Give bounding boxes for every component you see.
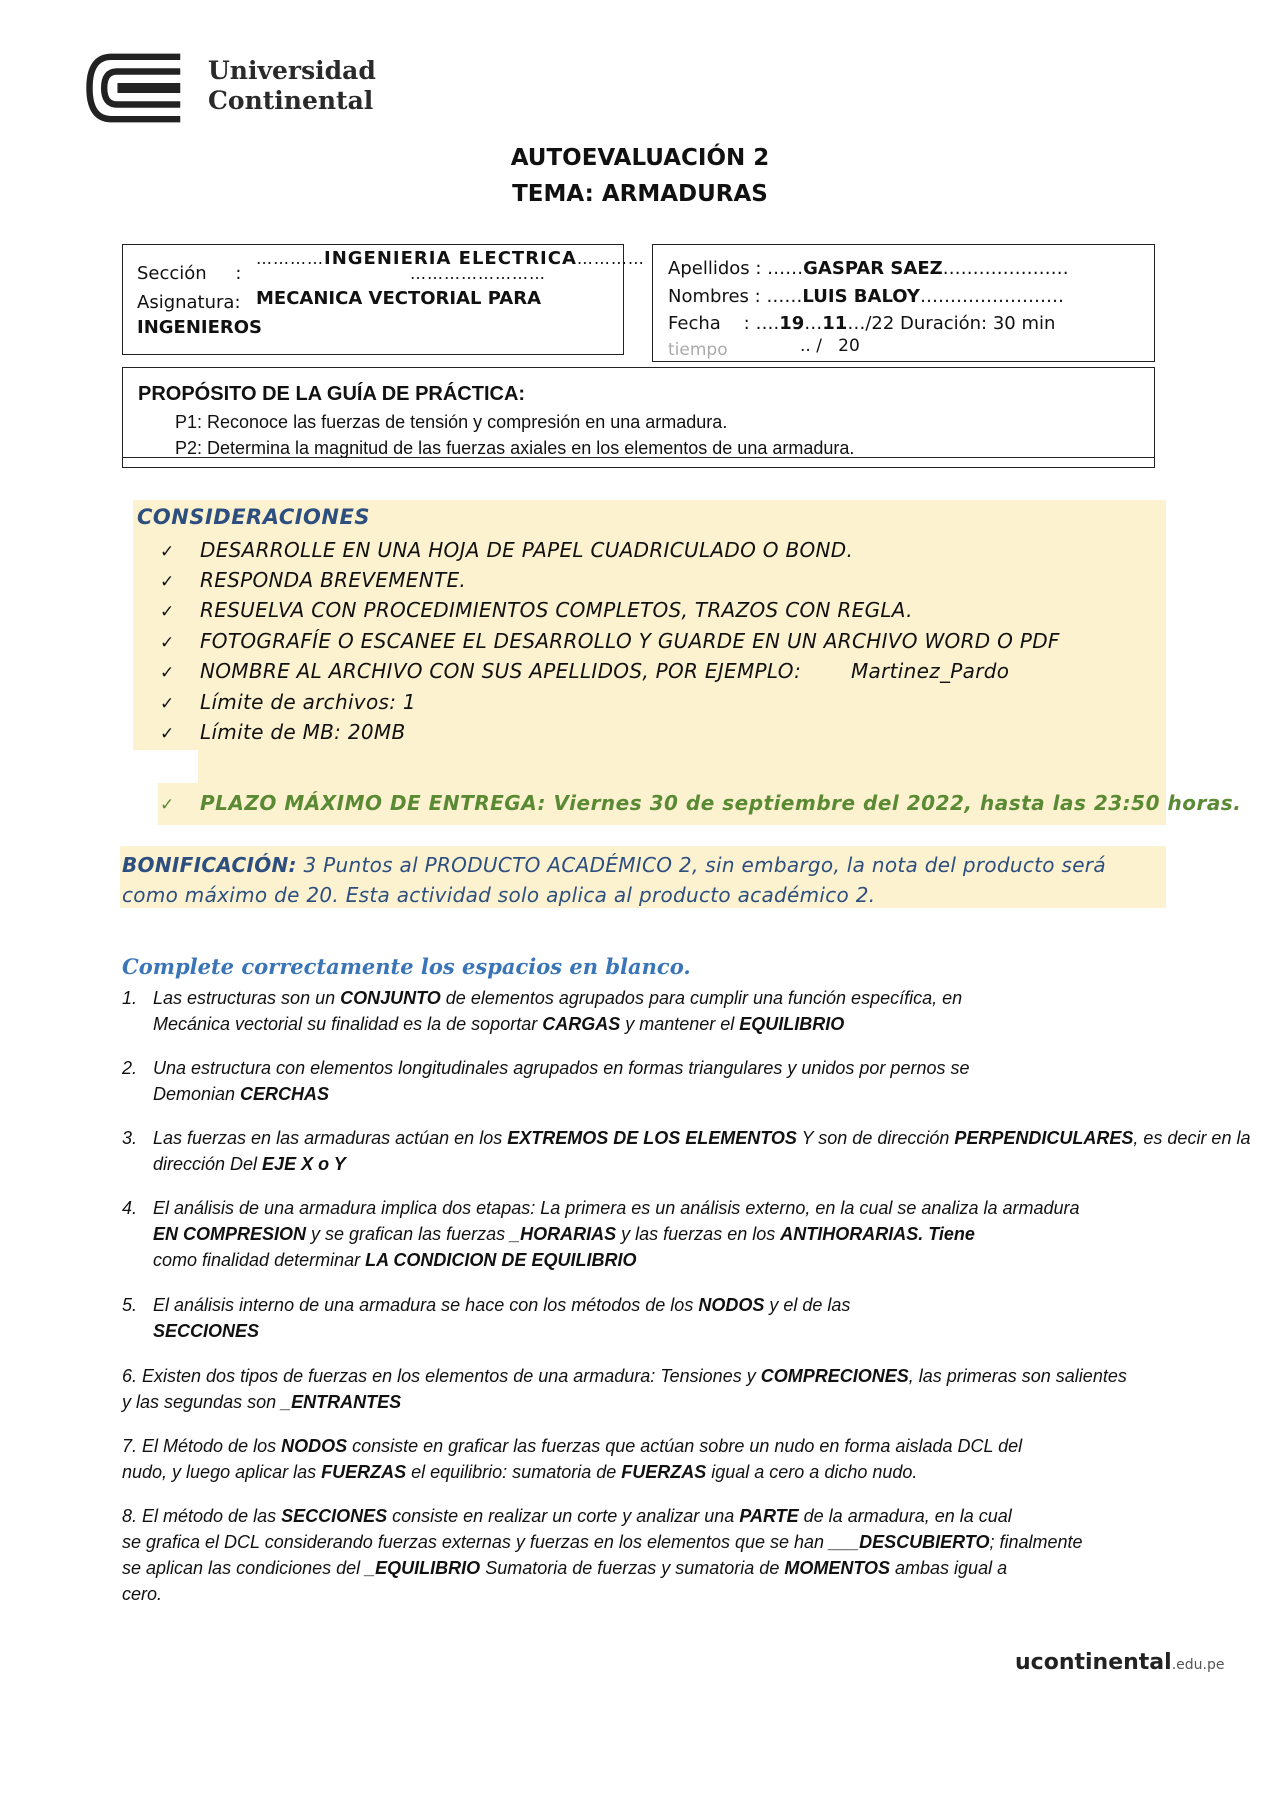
duracion: Duración: 30 min bbox=[900, 313, 1056, 334]
consideration-item: ✓ DESARROLLE EN UNA HOJA DE PAPEL CUADRICULADO O BOND. bbox=[160, 538, 854, 562]
bonus-line-1: BONIFICACIÓN: 3 Puntos al PRODUCTO ACADÉMICO 2, sin embargo, la nota del producto será bbox=[122, 853, 1106, 877]
purpose-p2: P2: Determina la magnitud de las fuerzas axiales en los elementos de una armadura. bbox=[175, 438, 855, 458]
question-4: 4. El análisis de una armadura implica dos etapas: La primera es un análisis externo, en la cual se analiza la armadura EN COMPRESION y se grafican las fuerzas _HORARIAS y las fuerzas en los ANTIHORARIAS. Tiene como finalidad determinar LA CONDICION DE EQUILIBRIO bbox=[122, 1198, 1080, 1270]
question-5: 5. El análisis interno de una armadura se hace con los métodos de los NODOS y el de las SECCIONES bbox=[122, 1295, 851, 1341]
seccion-dots: …………………… bbox=[410, 264, 546, 283]
considerations-heading: CONSIDERACIONES bbox=[137, 505, 370, 529]
check-icon: ✓ bbox=[160, 795, 175, 815]
consideration-item: ✓ Límite de MB: 20MB bbox=[160, 720, 406, 744]
check-icon: ✓ bbox=[160, 633, 175, 653]
page-title: AUTOEVALUACIÓN 2 bbox=[510, 145, 770, 171]
example-filename: Martinez_Pardo bbox=[851, 659, 1010, 683]
consideration-item: ✓ RESPONDA BREVEMENTE. bbox=[160, 568, 467, 592]
university-logo-icon bbox=[84, 48, 194, 128]
consideration-item: ✓ Límite de archivos: 1 bbox=[160, 690, 416, 714]
tiempo-label: tiempo bbox=[668, 340, 728, 360]
question-7: 7. El Método de los NODOS consiste en graficar las fuerzas que actúan sobre un nudo en forma aislada DCL del nudo, y luego aplicar las FUERZAS el equilibrio: sumatoria de FUERZAS igual a cero a dicho nudo. bbox=[122, 1436, 1023, 1482]
deadline-text: PLAZO MÁXIMO DE ENTREGA: Viernes 30 de septiembre del 2022, hasta las 23:50 horas. bbox=[200, 791, 1242, 815]
seccion-value: INGENIERIA ELECTRICA bbox=[324, 248, 577, 269]
consideration-item: ✓ RESUELVA CON PROCEDIMIENTOS COMPLETOS, TRAZOS CON REGLA. bbox=[160, 598, 913, 622]
bonus-label: BONIFICACIÓN: bbox=[122, 853, 297, 877]
check-icon: ✓ bbox=[160, 724, 175, 744]
check-icon: ✓ bbox=[160, 663, 175, 683]
apellidos-value: GASPAR SAEZ bbox=[803, 258, 943, 279]
check-icon: ✓ bbox=[160, 602, 175, 622]
question-2: 2. Una estructura con elementos longitudinales agrupados en formas triangulares y unidos por pernos se Demonian CERCHAS bbox=[122, 1058, 970, 1104]
question-8: 8. El método de las SECCIONES consiste en realizar un corte y analizar una PARTE de la armadura, en la cual se grafica el DCL considerando fuerzas externas y fuerzas en los elementos que se han ___DESCUBIERTO; finalmente se aplican las condiciones del _EQUILIBRIO Sumatoria de fuerzas y sumatoria de MOMENTOS ambas igual a cero. bbox=[122, 1506, 1083, 1604]
asignatura-value-2: INGENIEROS bbox=[137, 317, 263, 338]
footer-brand: ucontinental.edu.pe bbox=[1015, 1650, 1225, 1675]
nombres-label: Nombres : ……LUIS BALOY…………………… bbox=[668, 286, 1064, 307]
bg-gap bbox=[158, 750, 198, 783]
page-subtitle: TEMA: ARMADURAS bbox=[512, 181, 768, 207]
check-icon: ✓ bbox=[160, 572, 175, 592]
question-6: 6. Existen dos tipos de fuerzas en los elementos de una armadura: Tensiones y COMPRECIONES, las primeras son salientes y las segundas son _ENTRANTES bbox=[122, 1366, 1127, 1412]
questions-heading: Complete correctamente los espacios en blanco. bbox=[122, 954, 691, 979]
fecha-year-line: .. / 20 bbox=[800, 336, 860, 356]
consideration-item: ✓ NOMBRE AL ARCHIVO CON SUS APELLIDOS, POR EJEMPLO: bbox=[160, 659, 802, 683]
university-name: Universidad Continental bbox=[208, 56, 376, 115]
purpose-p1: P1: Reconoce las fuerzas de tensión y compresión en una armadura. bbox=[175, 412, 728, 432]
nombres-value: LUIS BALOY bbox=[802, 286, 920, 307]
check-icon: ✓ bbox=[160, 694, 175, 714]
deadline-item bbox=[160, 791, 1241, 815]
fecha-label: Fecha : ….19…11…/22 Duración: 30 min bbox=[668, 313, 1056, 334]
apellidos-label: Apellidos : ……GASPAR SAEZ………………… bbox=[668, 258, 1069, 279]
footer-domain: .edu.pe bbox=[1171, 1657, 1225, 1673]
asignatura-value: MECANICA VECTORIAL PARA bbox=[256, 288, 542, 309]
check-icon: ✓ bbox=[160, 542, 175, 562]
asignatura-label: Asignatura: bbox=[137, 292, 241, 313]
purpose-heading: PROPÓSITO DE LA GUÍA DE PRÁCTICA: bbox=[138, 383, 526, 405]
question-3: 3. Las fuerzas en las armaduras actúan en los EXTREMOS DE LOS ELEMENTOS Y son de dirección PERPENDICULARES, es decir en la dirección Del EJE X o Y bbox=[122, 1128, 1251, 1174]
seccion-label: Sección : bbox=[137, 263, 242, 284]
consideration-item: ✓ FOTOGRAFÍE O ESCANEE EL DESARROLLO Y GUARDE EN UN ARCHIVO WORD O PDF bbox=[160, 629, 1060, 653]
question-1: 1. Las estructuras son un CONJUNTO de elementos agrupados para cumplir una función específica, en Mecánica vectorial su finalidad es la de soportar CARGAS y mantener el EQUILIBRIO bbox=[122, 988, 963, 1034]
bonus-line-2: como máximo de 20. Esta actividad solo aplica al producto académico 2. bbox=[122, 883, 876, 907]
seccion-value-line: …………INGENIERIA ELECTRICA………… bbox=[256, 248, 645, 269]
